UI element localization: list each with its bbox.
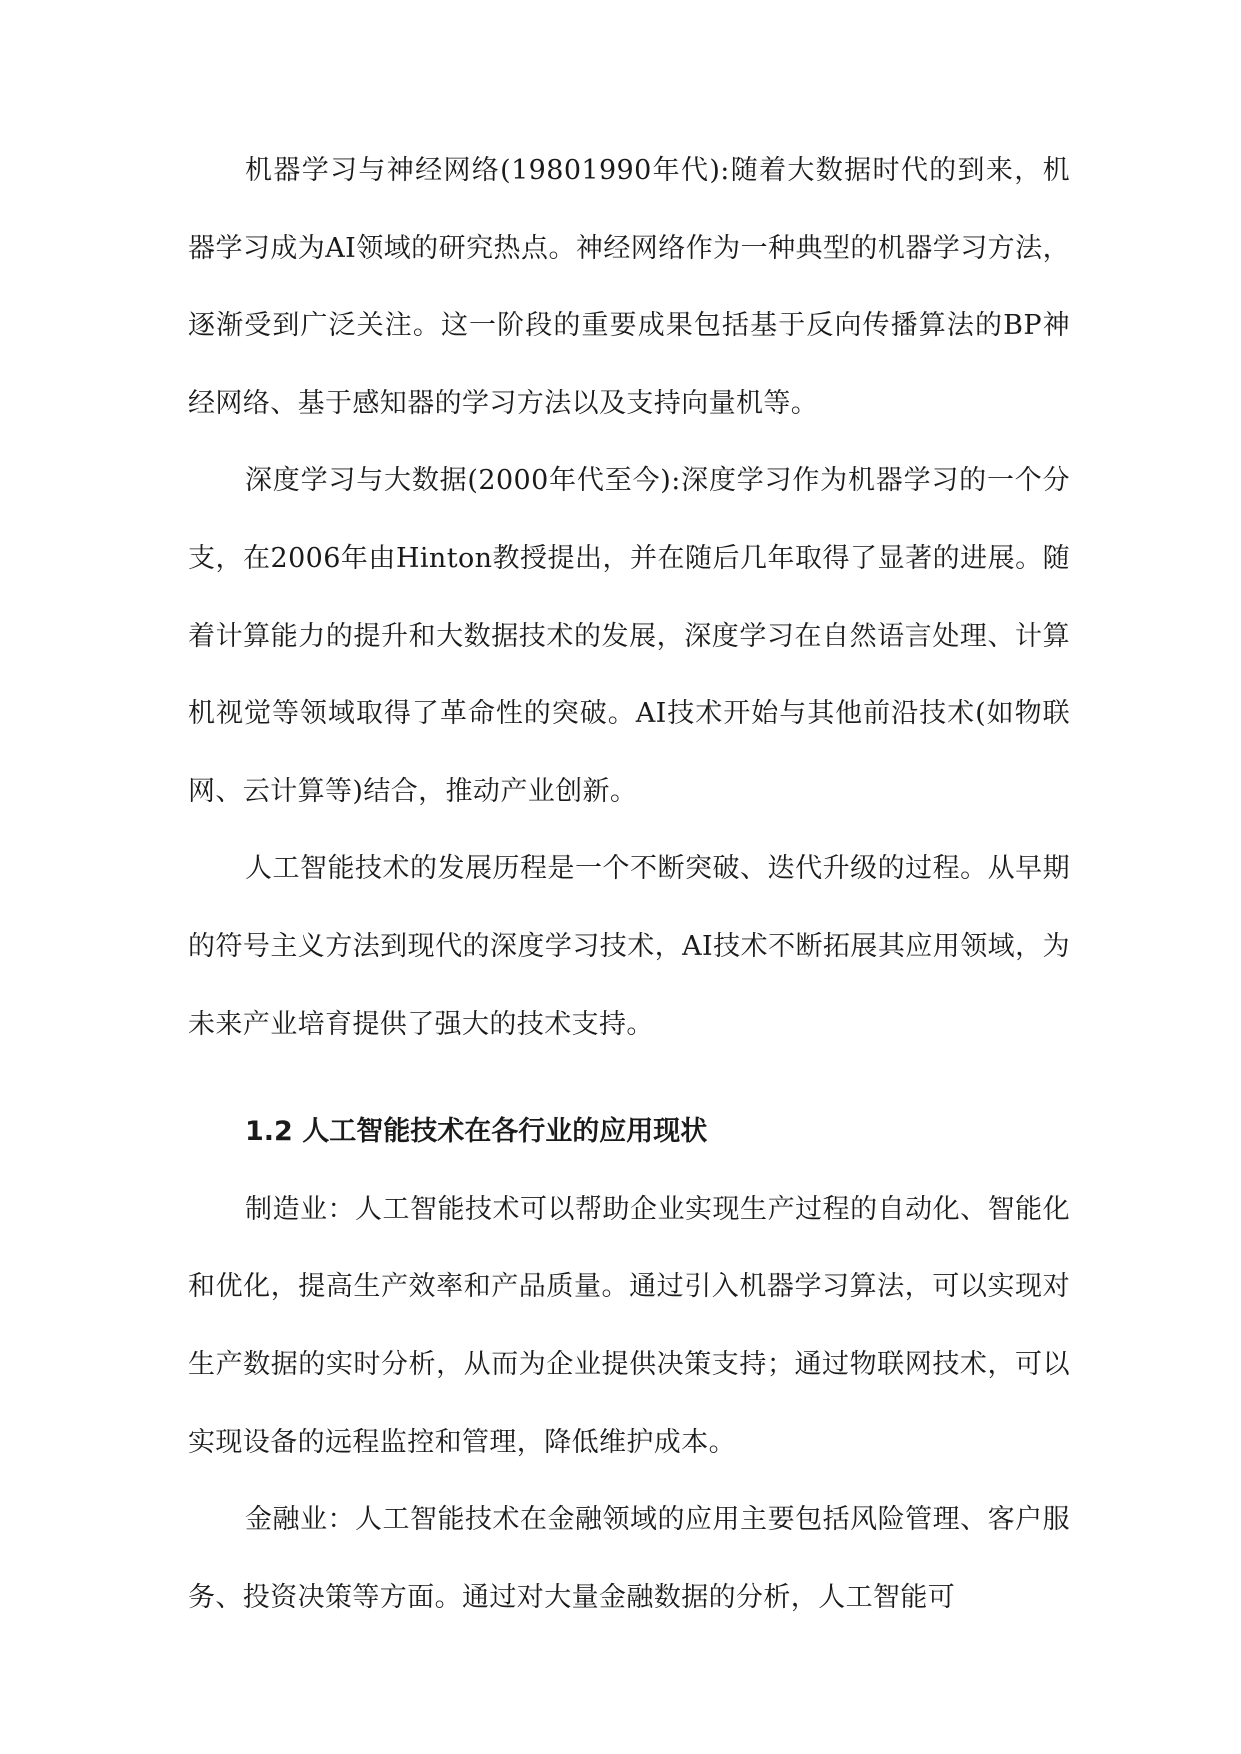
document-page (188, 132, 1070, 1636)
paragraph-summary: 人工智能技术的发展历程是一个不断突破、迭代升级的过程。从早期的符号主义方法到现代的深度学习技术，AI技术不断拓展其应用领域，为未来产业培育提供了强大的技术支持。 (188, 853, 1070, 1040)
paragraph-machine-learning: 机器学习与神经网络(19801990年代):随着大数据时代的到来，机器学习成为AI领域的研究热点。神经网络作为一种典型的机器学习方法，逐渐受到广泛关注。这一阶段的重要成果包括基于反向传播算法的BP神经网络、基于感知器的学习方法以及支持向量机等。 (188, 155, 1070, 419)
paragraph-deep-learning: 深度学习与大数据(2000年代至今):深度学习作为机器学习的一个分支，在2006年由Hinton教授提出，并在随后几年取得了显著的进展。随着计算能力的提升和大数据技术的发展，深度学习在自然语言处理、计算机视觉等领域取得了革命性的突破。AI技术开始与其他前沿技术(如物联网、云计算等)结合，推动产业创新。 (188, 465, 1070, 807)
section-heading: 1.2 人工智能技术在各行业的应用现状 (245, 1116, 708, 1148)
paragraph-finance: 金融业：人工智能技术在金融领域的应用主要包括风险管理、客户服务、投资决策等方面。通过对大量金融数据的分析，人工智能可 (188, 1504, 1070, 1613)
paragraph-manufacturing: 制造业：人工智能技术可以帮助企业实现生产过程的自动化、智能化和优化，提高生产效率和产品质量。通过引入机器学习算法，可以实现对生产数据的实时分析，从而为企业提供决策支持；通过物联网技术，可以实现设备的远程监控和管理，降低维护成本。 (188, 1193, 1070, 1458)
